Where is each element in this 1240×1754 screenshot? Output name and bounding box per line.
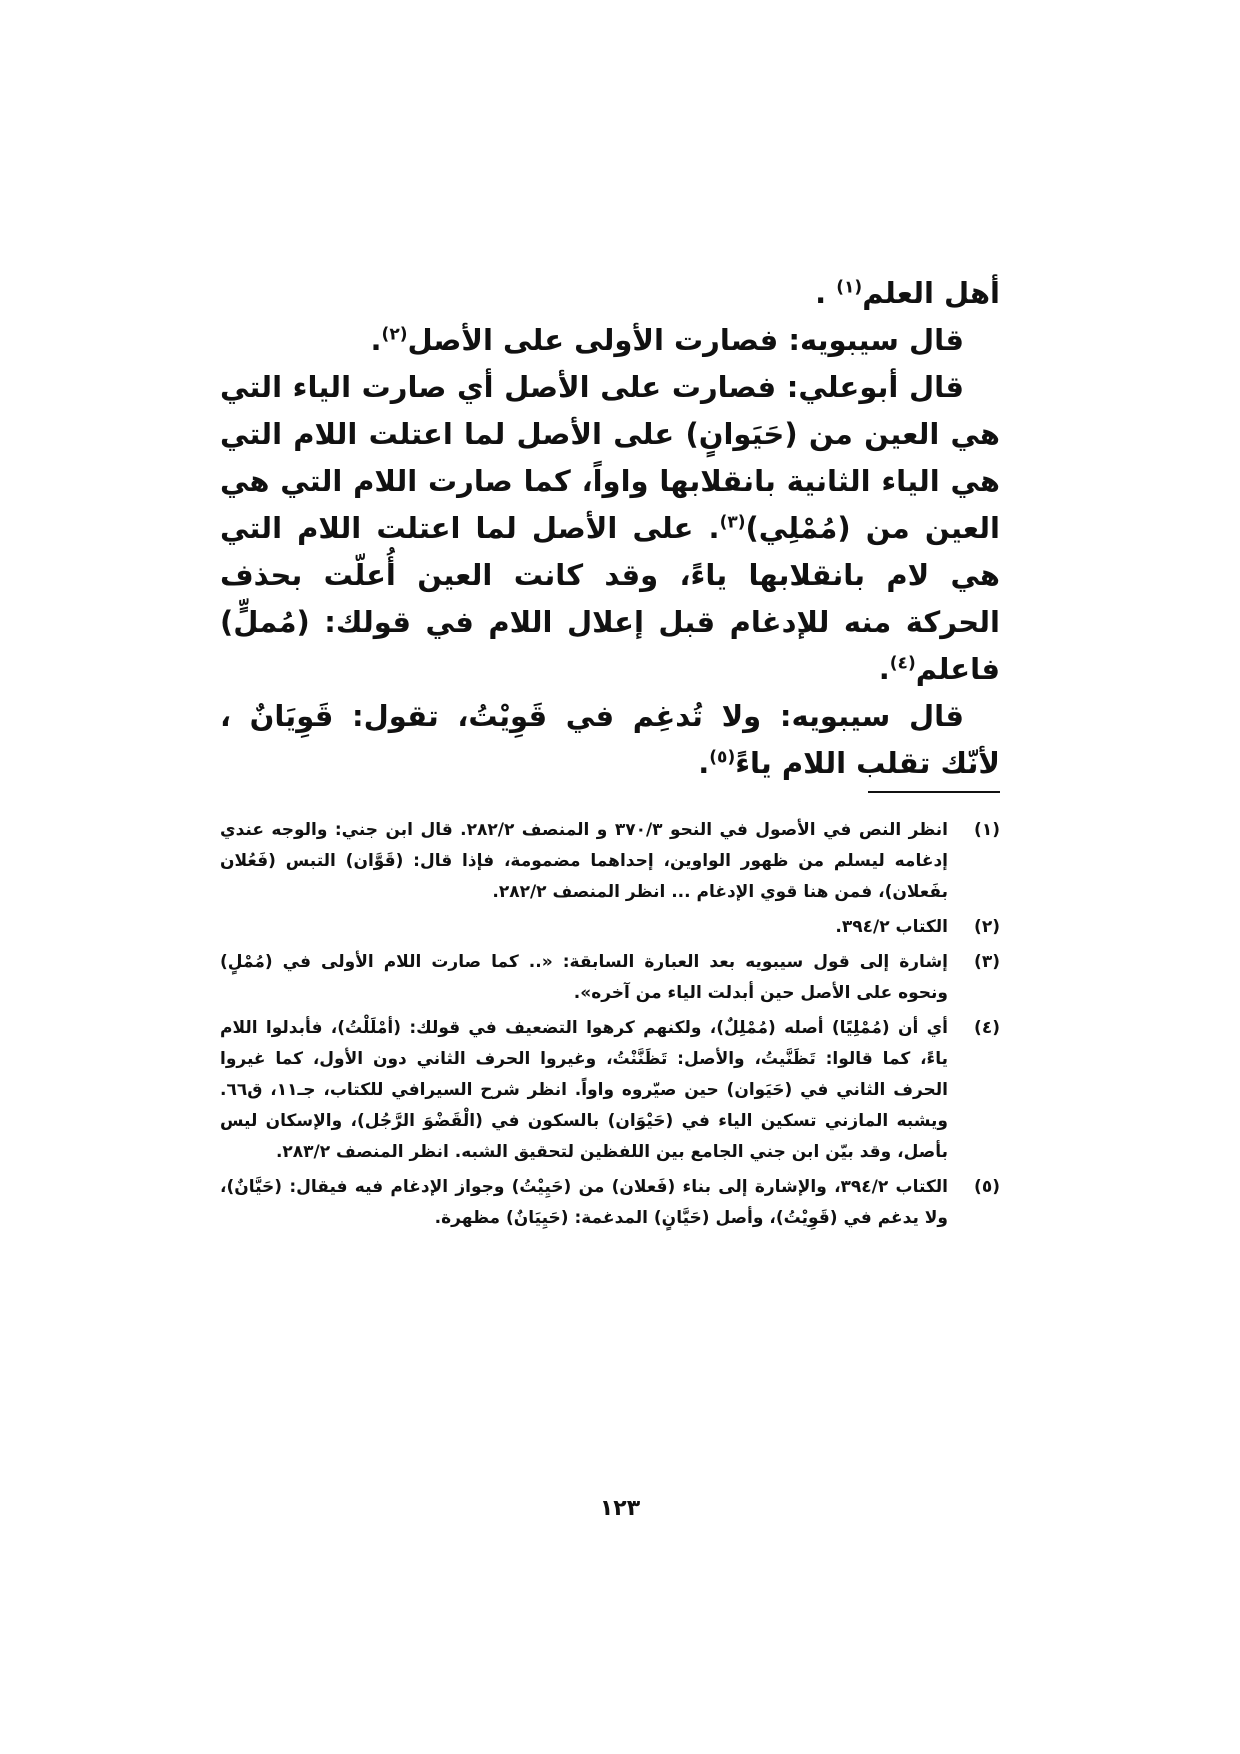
footnote xyxy=(220,947,1000,1009)
main-text xyxy=(220,270,1000,787)
paragraph-2-text: فصارت الأولى على الأصل xyxy=(407,323,789,357)
footnote-text: الكتاب ٣٩٤/٢. xyxy=(835,917,948,937)
footnote-text: الكتاب ٣٩٤/٢، والإشارة إلى بناء (فَعلان) من (حَيِيْتُ) وجواز الإدغام فيه فيقال: (حَيَّانٌ)، ولا يدغم في (قَوِيْتُ)، وأصل (حَيَّانٍ) المدغمة: (حَيِيَانٌ) مظهرة. xyxy=(220,1177,948,1228)
footnote-text: انظر النص في الأصول في النحو ٣٧٠/٣ و المنصف ٢٨٢/٢. قال ابن جني: والوجه عندي إدغامه ليسلم من ظهور الواوين، إحداهما مضمومة، فإذا قال: (قَوَّان) التبس (فَعُلان بفَعلان)، فمن هنا قوي الإدغام ... انظر المنصف ٢٨٢/٢. xyxy=(220,820,948,902)
paragraph-4 xyxy=(220,693,1000,787)
footnote-number: (١) xyxy=(974,820,1000,840)
paragraph-3-end: . xyxy=(878,652,890,686)
paragraph-3 xyxy=(220,364,1000,693)
footnote-text: إشارة إلى قول سيبويه بعد العبارة السابقة: «.. كما صارت اللام الأولى في (مُمْلٍ) ونحوه على الأصل حين أبدلت الياء من آخره». xyxy=(220,952,948,1003)
paragraph-1-text: أهل العلم xyxy=(862,276,1000,310)
footnote xyxy=(220,1013,1000,1168)
footnote xyxy=(220,1172,1000,1234)
footnote xyxy=(220,815,1000,908)
paragraph-3-text-b: . على الأصل لما اعتلت اللام التي هي لام بانقلابها ياءً، وقد كانت العين أُعلّت بحذف الحركة منه للإدغام قبل إعلال اللام في قولك: (مُملٍّ) فاعلم xyxy=(220,511,1000,686)
footnote-ref-2: (٢) xyxy=(381,324,408,345)
page-number: ١٢٣ xyxy=(599,1496,641,1521)
paragraph-3-text-a: فصارت على الأصل أي صارت الياء التي هي العين من (حَيَوانٍ) على الأصل لما اعتلت اللام التي هي الياء الثانية بانقلابها واواً، كما صارت اللام التي هي العين من (مُمْلِي) xyxy=(220,370,1000,545)
footnote-number: (٢) xyxy=(974,917,1000,937)
paragraph-2-end: . xyxy=(370,323,382,357)
paragraph-1-end: . xyxy=(815,276,837,310)
speaker-label: قال أبوعلي: xyxy=(786,370,964,404)
footnote-number: (٣) xyxy=(974,952,1000,972)
footnote-ref-3: (٣) xyxy=(719,512,746,533)
footnote xyxy=(220,912,1000,943)
footnote-ref-4: (٤) xyxy=(889,653,916,674)
paragraph-4-end: . xyxy=(698,746,710,780)
footnote-number: (٥) xyxy=(974,1177,1000,1197)
paragraph-1 xyxy=(220,270,1000,317)
speaker-label: قال سيبويه: xyxy=(779,699,964,733)
paragraph-4-text: ولا تُدغِم في قَوِيْتُ، تقول: قَوِيَانٌ ، لأنّك تقلب اللام ياءً xyxy=(220,699,1000,780)
speaker-label: قال سيبويه: xyxy=(788,323,964,357)
footnote-separator xyxy=(868,791,1000,793)
footnote-text: أي أن (مُمْلِيًا) أصله (مُمْلِلٌ)، ولكنهم كرهوا التضعيف في قولك: (أمْلَلْتُ)، فأبدلوا اللام ياءً، كما قالوا: تَظَنَّيتُ، والأصل: تَظَنَّنْتُ، وغيروا الحرف الثاني دون الأول، كما غيروا الحرف الثاني في (حَيَوان) حين صيّروه واواً. انظر شرح السيرافي للكتاب، جـ١١، ق٦٦. ويشبه المازني تسكين الياء في (حَيْوَان) بالسكون في (الْقَضْوَ الرَّجُل)، والإسكان ليس بأصل، وقد بيّن ابن جني الجامع بين اللفظين لتحقيق الشبه. انظر المنصف ٢٨٣/٢. xyxy=(220,1018,948,1162)
footnote-number: (٤) xyxy=(974,1018,1000,1038)
footnotes xyxy=(220,815,1000,1238)
footnote-ref-1: (١) xyxy=(836,277,863,298)
paragraph-2 xyxy=(220,317,1000,364)
footnote-ref-5: (٥) xyxy=(709,747,736,768)
